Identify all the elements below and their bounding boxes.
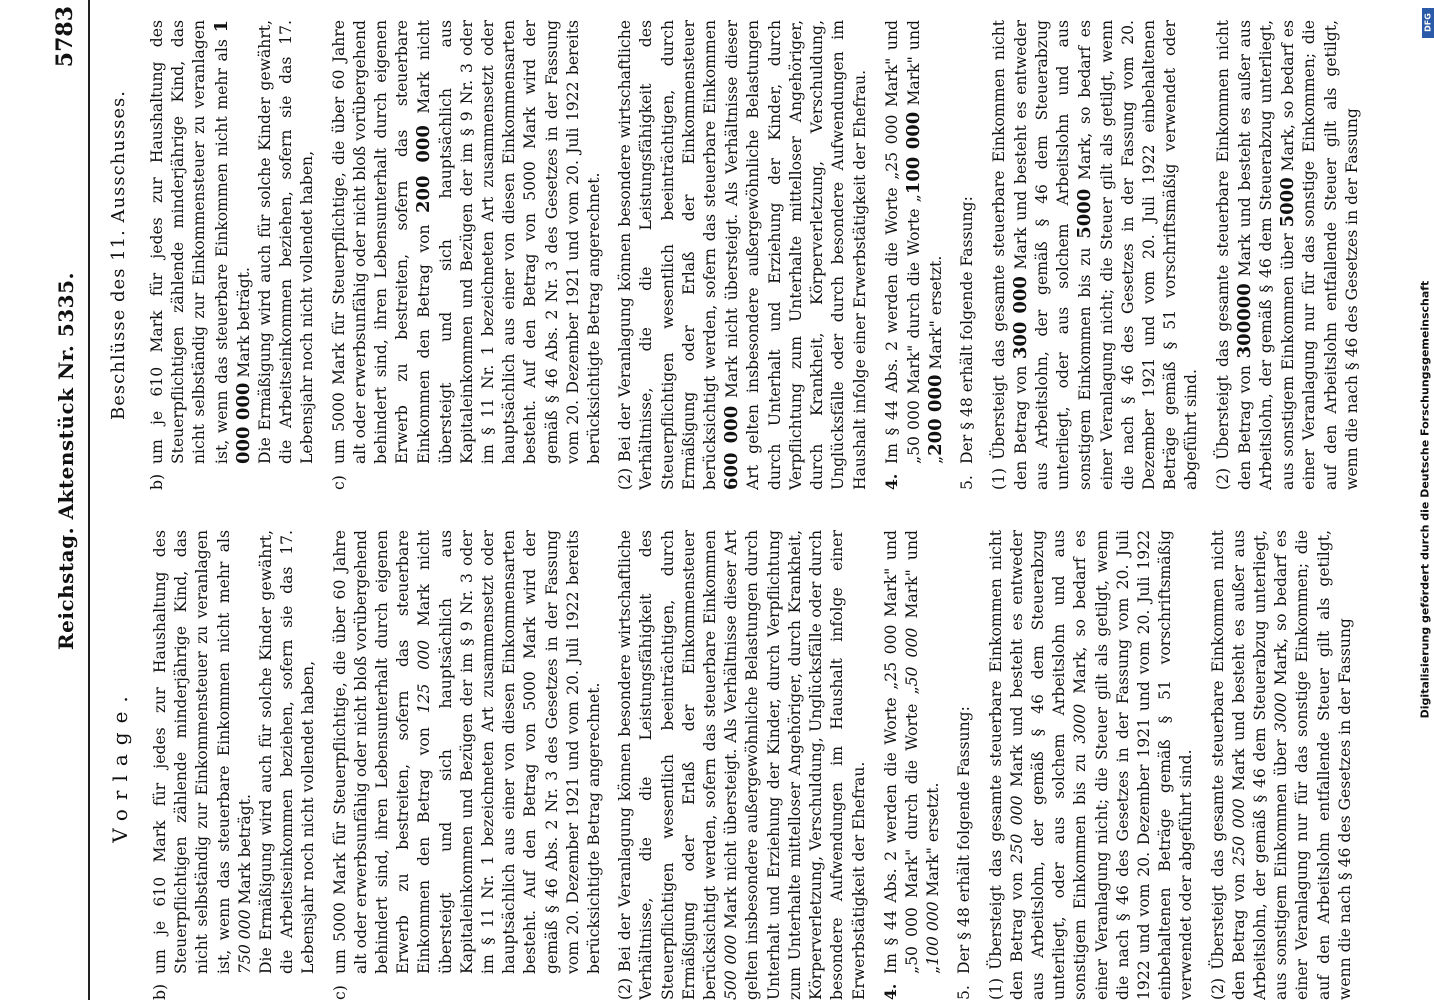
text-segment: Mark und besteht es außer aus Arbeitslohn, der gemäß § 46 dem Steuerabzug unterliegt, aus sonstigem Einkommen über	[1235, 20, 1298, 490]
item-label: b)	[148, 473, 166, 490]
text-segment: um 5000 Mark für Steuerpflichtige, die über 60 Jahre alt oder erwerbsunfähig oder nicht bloß vorübergehend behindert sind, ihren Lebensunterhalt durch eigenen Erwerb zu bestreiten, sofern das steuerbare Einkommen den Betrag von	[329, 20, 434, 464]
item-label: b)	[151, 983, 169, 1000]
dfg-badge-text: DFG	[1423, 13, 1433, 32]
item-label: 5.	[958, 475, 977, 490]
amount: 600 000	[721, 405, 743, 490]
amount: 100 000	[924, 901, 943, 966]
text-segment: Die Ermäßigung wird auch für solche Kinder gewährt, die Arbeitseinkommen beziehen, sofern sie das 17. Lebensjahr noch nicht vollendet haben,	[256, 20, 317, 464]
amount: 500 000	[722, 934, 741, 1000]
text-segment: Mark beträgt.	[235, 794, 254, 910]
item-label: c)	[330, 985, 349, 1000]
amount: 300 000	[1009, 276, 1031, 360]
header-title: Reichstag. Aktenstück Nr. 5335.	[54, 272, 78, 650]
text-segment: (2) Bei der Veranlagung können besondere wirtschaftliche Verhältnisse, die die Leistungsfähigkeit des Steuerpflichtigen wesentlich beeinträchtigen, durch Ermäßigung oder Erlaß der Einkommensteuer berücksichtigt werden, sofern das steuerbare Einkommen	[616, 530, 720, 1000]
amount: 100 000	[902, 111, 924, 195]
text-segment: Mark nicht übersteigt. Als Verhältnisse dieser Art gelten insbesondere außergewöhnliche Belastungen durch Unterhalt und Erziehung der Kinder, durch Verpflichtung zum Unterhalte mittelloser Angehöriger, durch Krankheit, Körperverletzung, Verschuldung, Unglücksfälle oder durch besondere Aufwendungen im Haushalt infolge einer Erwerbstätigkeit der Ehefrau.	[723, 20, 869, 490]
right-item-b	[147, 20, 319, 490]
amount: 250 000	[1007, 795, 1026, 864]
text-segment: Mark" und „	[902, 530, 943, 974]
text-segment: Mark beträgt.	[234, 267, 253, 383]
right-item-4	[881, 20, 948, 490]
rotated-page-content	[52, 0, 1382, 1000]
text-segment: um 5000 Mark für Steuerpflichtige, die über 60 Jahre alt oder erwerbsunfähig oder nicht bloß vorübergehend behindert sind, ihren Lebensunterhalt durch eigenen Erwerb zu bestreiten, sofern das steuerbare Einkommen den Betrag von	[330, 530, 434, 974]
text-segment: um je 610 Mark für jedes zur Haushaltung des Steuerpflichtigen zählende minderjährige Kind, das nicht selbständig zur Einkommensteuer zu veranlagen ist, wenn das steuerbare Einkommen nicht mehr als	[148, 20, 231, 464]
left-paragraph-5-2	[1208, 530, 1356, 1000]
right-item-c	[329, 20, 606, 490]
amount: 5000	[1277, 177, 1299, 228]
right-item-5	[957, 20, 978, 490]
text-segment: Mark" ersetzt.	[924, 782, 943, 902]
text-segment: (2) Bei der Veranlagung können besondere wirtschaftliche Verhältnisse, die die Leistungsfähigkeit des Steuerpflichtigen wesentlich beeinträchtigen, durch Ermäßigung oder Erlaß der Einkommensteuer berücksichtigt werden, sofern das steuerbare Einkommen	[616, 20, 720, 490]
text-segment: (2) Übersteigt das gesamte steuerbare Einkommen nicht den Betrag von	[1208, 530, 1248, 1000]
right-column-title: Beschlüsse des 11. Ausschusses.	[108, 90, 129, 420]
right-paragraph-5-1	[989, 20, 1203, 490]
text-segment: Im § 44 Abs. 2 werden die Worte „25 000 Mark" und „50 000 Mark" durch die Worte „	[882, 20, 923, 464]
left-column-vorlage	[102, 530, 1372, 1000]
item-label: 4.	[881, 473, 901, 490]
amount: 200 000	[413, 125, 435, 213]
text-segment: um je 610 Mark für jedes zur Haushaltung des Steuerpflichtigen zählende minderjährige Kind, das nicht selbständig zur Einkommensteuer zu veranlagen ist, wenn das steuerbare Einkommen nicht mehr als	[151, 530, 233, 974]
text-segment: Der § 48 erhält folgende Fassung:	[955, 706, 974, 974]
left-column-title: Vorlage.	[108, 687, 132, 843]
text-segment: (1) Übersteigt das gesamte steuerbare Einkommen nicht den Betrag von	[986, 530, 1026, 1000]
amount: 250 000	[1229, 798, 1248, 866]
amount: 50 000	[902, 627, 921, 687]
text-segment: Mark, so bedarf es einer Veranlagung nicht; die Steuer gilt als getilgt, wenn die nach § 46 des Gesetzes in der Fassung vom 20. Juli 1922 und vom 20. Dezember 1921 und vom 20. Juli 1922 einbehaltenen Beträge gemäß § 51 vorschriftsmäßig verwendet oder abgeführt sind.	[1071, 530, 1196, 1000]
right-paragraph-5-2	[1213, 20, 1363, 490]
text-segment: Mark nicht übersteigt und sich hauptsächlich aus Kapitaleinkommen und Bezügen der im § 9 Nr. 3 oder im § 11 Nr. 1 bezeichneten Art zusammensetzt oder hauptsächlich aus einer von diesen Einkommensarten besteht. Auf den Betrag von 5000 Mark wird der gemäß § 46 Abs. 2 Nr. 3 des Gesetzes in der Fassung vom 20. Dezember 1921 und vom 20. Juli 1922 bereits berücksichtigte Betrag angerechnet.	[415, 20, 604, 464]
text-segment: Mark und besteht es außer aus Arbeitslohn, der gemäß § 46 dem Steuerabzug unterliegt, aus sonstigem Einkommen über	[1229, 530, 1291, 1000]
text-segment: Im § 44 Abs. 2 werden die Worte „25 000 Mark" und „50 000 Mark" durch die Worte „	[881, 530, 921, 974]
text-segment: Der § 48 erhält folgende Fassung:	[958, 196, 977, 464]
text-segment: Mark" ersetzt.	[927, 255, 946, 375]
left-item-c	[330, 530, 606, 1000]
item-label: 5.	[955, 985, 974, 1000]
amount: 5000	[1074, 188, 1096, 239]
left-paragraph-2	[615, 530, 869, 1000]
text-segment: (1) Übersteigt das gesamte steuerbare Einkommen nicht den Betrag von	[989, 20, 1030, 490]
text-segment: Mark nicht übersteigt und sich hauptsächlich aus Kapitaleinkommen und Bezügen der im § 9 Nr. 3 oder im § 11 Nr. 1 bezeichneten Art zusammensetzt oder hauptsächlich aus einer von diesen Einkommensarten besteht. Auf den Betrag von 5000 Mark wird der gemäß § 46 Abs. 2 Nr. 3 des Gesetzes in der Fassung vom 20. Dezember 1921 und vom 20. Juli 1922 bereits berücksichtigte Betrag angerechnet.	[415, 530, 604, 974]
item-label: 4.	[880, 983, 900, 1000]
text-segment: Mark und besteht es entweder aus Arbeitslohn, der gemäß § 46 dem Steuerabzug unterliegt, oder aus solchem Arbeitslohn und aus sonstigem Einkommen bis zu	[1007, 530, 1090, 1000]
amount: 750 000	[235, 909, 254, 974]
text-segment: Die Ermäßigung wird auch für solche Kinder gewährt, die Arbeitseinkommen beziehen, sofern sie das 17. Lebensjahr noch nicht vollendet haben,	[257, 530, 318, 974]
text-segment: Mark und besteht es entweder aus Arbeitslohn, der gemäß § 46 dem Steuerabzug unterliegt, oder aus solchem Arbeitslohn und aus sonstigem Einkommen bis zu	[1011, 20, 1095, 490]
text-segment: Mark, so bedarf es einer Veranlagung nur für das sonstige Einkommen; die auf den Arbeitslohn entfallende Steuer gilt als getilgt, wenn die nach § 46 des Gesetzes in der Fassung	[1279, 20, 1361, 490]
text-segment: Mark" und „	[904, 20, 946, 464]
digitization-credit	[1418, 10, 1432, 990]
text-segment: (2) Übersteigt das gesamte steuerbare Einkommen nicht den Betrag von	[1213, 20, 1254, 490]
left-paragraph-5-1	[986, 530, 1198, 1000]
page-header	[52, 0, 90, 1000]
left-item-b	[150, 530, 320, 1000]
text-segment: Mark, so bedarf es einer Veranlagung nur für das sonstige Einkommen; die auf den Arbeitslohn entfallende Steuer gilt als getilgt, wenn die nach § 46 des Gesetzes in der Fassung	[1272, 530, 1354, 1000]
item-label: c)	[329, 475, 348, 490]
left-item-5	[954, 530, 975, 1000]
page-number: 5783	[52, 6, 78, 68]
left-item-4	[880, 530, 945, 1000]
amount: 200 000	[925, 374, 947, 456]
amount: 3000	[1272, 692, 1291, 733]
digitization-credit-text: Digitalisierung gefördert durch die Deutsche Forschungsgemeinschaft	[1418, 280, 1432, 719]
text-segment: Mark nicht übersteigt. Als Verhältnisse dieser Art gelten insbesondere außergewöhnliche Belastungen durch Unterhalt und Erziehung der Kinder, durch Verpflichtung zum Unterhalte mittelloser Angehöriger, durch Krankheit, Körperverletzung, Verschuldung, Unglücksfälle oder durch besondere Aufwendungen im Haushalt infolge einer Erwerbstätigkeit der Ehefrau.	[722, 530, 868, 1000]
amount: 3000	[1071, 703, 1090, 744]
right-paragraph-2	[615, 20, 870, 490]
text-segment: Mark, so bedarf es einer Veranlagung nicht; die Steuer gilt als getilgt, wenn die nach § 46 des Gesetzes in der Fassung vom 20. Dezember 1921 und vom 20. Juli 1922 einbehaltenen Beträge gemäß § 51 vorschriftsmäßig verwendet oder abgeführt sind.	[1076, 20, 1201, 490]
amount: 1 000 000	[210, 20, 254, 464]
amount: 125 000	[415, 639, 434, 714]
amount: 300000	[1233, 283, 1255, 359]
right-column-beschluesse	[102, 20, 1372, 490]
